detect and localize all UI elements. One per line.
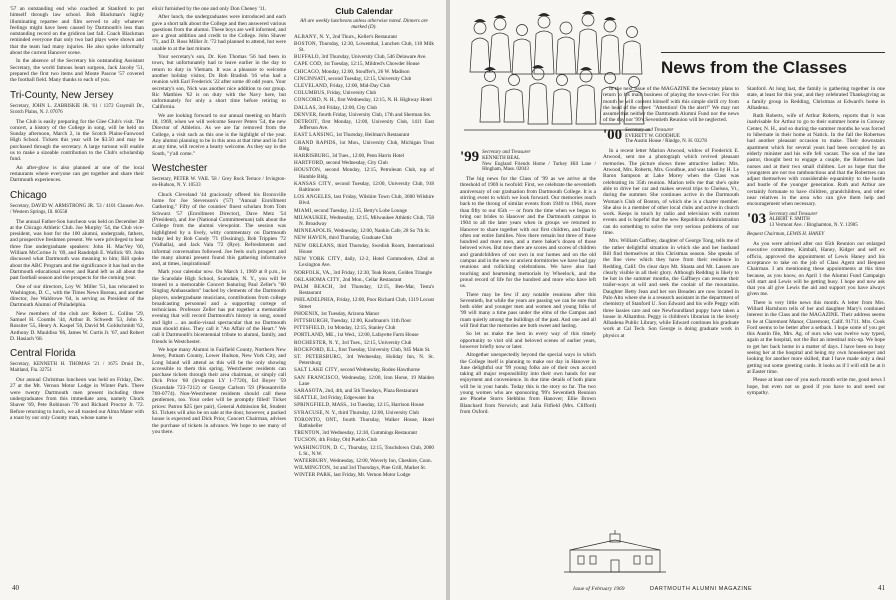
class-year-1903: '03: [747, 210, 767, 227]
calendar-entry: CONCORD, N. H., first Wednesday, 12:15, N. H. Highway Hotel: [294, 97, 432, 104]
calendar-entry: CINCINNATI, second Tuesday, 12:15, University Club: [294, 75, 412, 82]
calendar-entry: COLUMBUS, Friday, University Club: [294, 90, 377, 97]
class-secretary-1899: KENNETH BEAL: [482, 155, 521, 161]
class-year-1900: '00: [603, 126, 623, 143]
page-number-left: 40: [12, 584, 19, 592]
calendar-entry: WILMINGTON, 1st and 3rd Thursdays, Pine Grill, Market St.: [294, 465, 427, 472]
calendar-entry: PALM BEACH, 3rd Thursday, 12:15, Ben-Mar, Testa's Restaurant: [294, 283, 434, 297]
class-address-1900: The Austin House / Rindge, N. H. 03278: [625, 139, 707, 145]
calendar-entry: MIAMI, second Tuesday, 12:15, Betty's Lobe Lounge: [294, 207, 407, 214]
calendar-entry: PHOENIX, 1st Tuesday, Arizona Manor: [294, 310, 380, 317]
class-role-1899: Secretary and Treasurer: [482, 150, 531, 155]
calendar-entry: WASHINGTON, D. C., Thursday, 12:15, Touchdown Club, 2000 L St., N.W.: [294, 444, 434, 457]
calendar-entry: BOSTON, Thursday, 12:30, Lowenthal, Lunchen Club, 118 Milk St.: [294, 40, 434, 53]
westchester-paragraph-2: Mark your calendar now. On March 1, 1969 at 8 p.m., in the Scarsdale High School, Scarsdale, N. Y., you will be treated to a memorable Concert featuring Paul Zeller's "60 Singing Ambassadors" backed by clements of the Dartmouth players, undergraduate musicians, contributions from college broadcasting personnel and a supporting cortege of technicians. Professor Zeller has put together a memorable evening that will record Dartmouth's history in song, sound and light ... an audio-visual spectacular that no Dartmouth man should miss. They call it "An Affair of the Heart." We call it Dartmouth's bicentennial tribute to alumni, family, and friends in Westchester.: [152, 269, 286, 345]
intro-paragraph-2: In the absence of the Secretary his outstanding Assistant Secretary, the world famous heart surgeon, Jack Jacoby '51, prepared the first two items and Monte Pascoe '57 covered the football field. Many thanks to each of you.: [10, 58, 144, 84]
chicago-paragraph-3: New members of the club are: Robert L. Collins '29, Samuel H. Coombs '44, Arthur B. Schwedt '53, John S. Rossiter '55, Henry A. Kaspel '56, David M. Goldschmidt '62, Anthony D. Mauldiso '66, James W. Curtis Jr. '67, and Robert D. Hasiach '68.: [10, 310, 144, 342]
calendar-entry: PHILADELPHIA, Friday, 12:00, Poor Richard Club, 1319 Locust Street: [294, 297, 434, 310]
class-header-1900: [603, 128, 739, 145]
club-calendar-title: Club Calendar: [335, 6, 393, 16]
calendar-entry: CAPE COD, 1st Tuesday, 12:15, Mildred's Chowder House: [294, 61, 420, 68]
florida-paragraph-4: Your secretary's son, Dr. Ken Thomas '56 had been in town, but unfortunately had to leave earlier in the day to return to duty in Vietnam. It was a pleasure to welcome another holiday visitor, Dr. Bob Bradish '16 who had a reunion with Earl Frederick '22 after some 40 odd years. Your secretary's son, Nick was another nice addition to our group. Ric Matthies '62 is on duty with the Navy here, but unfortunately for only a short time before retiring to California.: [152, 54, 286, 111]
club-secretary-central-florida: Secretary, KENNETH H. THOMAS '21 / 1675 Druid Dr., Maitland, Fla. 32751: [10, 362, 144, 374]
left-column-2: [152, 6, 286, 584]
class-1900-paragraph-4: Ruth Roberts, wife of Arthur Roberts, reports that it was inadvisable for Arthur to go to their summer home in Conway Center, N. H., and so during the summer months he was forced to hibernate in their home at Natick. In the fall the Robertses had another pleasant occasion to make. Their downstairs apartment which for several years had been occupied by an elderly minister and his wife fell vacant. The son of the late pastor, thought best to engage a couple, the Robertses had nurses and at their two small children. Let us hope that the youngsters are not too rambunctious and that the Robertses can adjust themselves with considerable equanimity to the hustle and bustle of the younger generation. Ruth and Arthur are certainly fortunate to have children, grandchildren, and other near relatives in the area who can give them help and encouragement when necessary.: [747, 113, 885, 208]
left-column-1: [10, 6, 144, 584]
calendar-entry: NEW YORK CITY, daily, 12-2, Hotel Commodore, 42nd at Lexington Ave.: [294, 256, 434, 269]
calendar-entry: LOS ANGELES, last Friday, Wilshire Town Club, 3600 Wilshire Blvd.: [294, 194, 434, 207]
page-number-right: 41: [878, 584, 885, 592]
class-secretary-1903: ALBERT F. SMITH: [769, 217, 810, 223]
club-secretary-tri-county: Secretary, JOHN L. ZABRISKIE JR. '61 / 1372 Graymill Dr., Scotch Plains, N. J. 07076: [10, 103, 144, 115]
right-page: [450, 0, 896, 600]
calendar-entry: TUCSON, 4th Friday, Old Pueblo Club: [294, 437, 378, 444]
class-1900-paragraph-2: Mrs. William Gaffney, daughter of George Tong, tells me of the rather delightful situation in which she and her husband Bill find themselves at this Christmas season. She speaks of the fine view which they have from their residence in Redding, Calif. On clear days Mt. Shasta and Mt. Lassen are clearly visible in all their glory. Although Redding is likely to be hot in the summer months, the Gaffneys can resume their trailer-ways at will and seek the coolair of the mountains. Daughter Betty Jean and her son Breaden are now located in Palo Alto where she is a research assistant in the department of chemistry of Stanford U. Son Edward and his wife Peggy with three lassies care and one Newfoundland puppy have taken a house in Alhambra. Peggy is children's librarian in the lovely Alhadena Public Library, while Edward continues his graduate work at Cal Tech. Son George is doing graduate work in physics at: [603, 238, 739, 339]
class-role-1903: Secretary and Treasurer: [769, 211, 818, 217]
right-column-2: [603, 86, 739, 584]
calendar-entry: MILWAUKEE, Wednesday, 12:15, Milwaukee Athletic Club, 758 N. Broadway: [294, 214, 434, 228]
calendar-entry: SPRINGFIELD, MASS., 1st Tuesday, 12:15, Harrison House: [294, 402, 424, 409]
calendar-entry: OKLAHOMA CITY, 2nd Mon., Cellar Restaurant: [294, 276, 402, 283]
calendar-entry: TRENTON, 3rd Wednesday, 12:30, Cummings Restaurant: [294, 430, 417, 437]
central-florida-paragraph-1: Our annual Christmas luncheon was held on Friday, Dec. 27 at the Mt. Vernon Motor Lodge in Winter Park. There were twenty Dartmouth men present including three undergraduates from this immediate area, namely Chuck Shaver '69, Pete Robinson '70 and Richard Proctor Jr. '72. Before returning to lunch, we all toasted our Alma Mater with a toast by our only County man, whose name is: [10, 377, 144, 421]
calendar-entry: GRAND RAPIDS, 1st Mon., University Club, Michigan Trust Bldg.: [294, 139, 434, 152]
club-heading-chicago: Chicago: [10, 189, 47, 201]
calendar-entry: ROCHESTER, N. Y., 3rd Tues., 12:15, University Club: [294, 339, 412, 346]
tri-county-paragraph-2: An after-glow is also planned at one of the local restaurants where everyone can get together and share their Dartmouth experiences.: [10, 164, 144, 184]
chicago-paragraph-2: One of our directors, Loy W. Miller '51, has relocated to Washington, D. C., with the Times News Bureau, and another director, Joe Waldrowe '64, is serving as President of the Dartmouth Alumni of Philadelphia.: [10, 283, 144, 309]
class-header-1903: [747, 212, 885, 229]
calendar-entry: MINNEAPOLIS, Wednesday, 12:00, Nankin Cafe, 28 So 7th St.: [294, 228, 431, 235]
calendar-entry: SALT LAKE CITY, second Wednesday, Rodeo Hawthorne: [294, 367, 420, 374]
tri-county-paragraph-1: The Club is easily preparing for the Glee Club's visit. The concert, a history of the College in song, will be held on Sunday afternoon, March 2, in the Scotch Plains-Fanwood High School. Tickets this year will be $3.50 and may be purchased through the secretary. A large turnout will enable us to make a sizeable contribution to the Club's scholarship fund.: [10, 118, 144, 163]
calendar-entry: NEW ORLEANS, third Thursday, Swedish Room, International House: [294, 242, 434, 255]
page-title: News from the Classes: [661, 58, 848, 77]
calendar-entry: DENVER, fourth Friday, University Club, 17th and Sherman Sts.: [294, 111, 432, 118]
calendar-entry: SAN FRANCISCO, Wednesday, 12:00, Iron Horse, 19 Maiden Lane: [294, 374, 434, 387]
class-header-1899: [460, 150, 596, 173]
calendar-entry: CHICAGO, Monday, 12:00, Stouffer's, 26 W. Madison: [294, 68, 410, 75]
calendar-entry: DALLAS, 3rd Friday, 12:00, City Club: [294, 104, 378, 111]
right-column-3: [747, 86, 885, 584]
title-rule: [661, 52, 885, 53]
calendar-entry: HARTFORD, second Wednesday, City Club: [294, 160, 388, 167]
class-address-1903: 13 Vermont Ave. / Binghamton, N. Y. 13905: [769, 223, 858, 229]
club-calendar: [294, 6, 434, 584]
westchester-paragraph-3: We hope many Alumni in Fairfield County, Northern New Jersey, Putnam County, Lower Hudson, New York City, and Long Island will attend as this will be the only showing accessible to them this spring. Westchester residents can purchase tickets through their area chairman, or simply call Dick Prior '60 (Irvington LY 1-7720), Ed Boyer '59 (Scarsdale 723-7212) or George Carlson '59 (Pleasantville 769-0774). Non-Westchester residents should call these gentlemen, too. Your order will be promptly filled! Ticket prices: Patron $25 (per pair), General Admission $4, Student $1. Tickets will also be on sale at the door, however, a packed house is expected and Dick Prior, Concert Chairman, advises the purchase of tickets in advance. We hope to see many of you there.: [152, 346, 286, 435]
class-1899-paragraph-3: So let us make the best in every way of this timely opportunity to visit old and beloved scenes of earlier years, however briefly now or later.: [460, 331, 596, 350]
florida-paragraph-3: After lunch, the undergraduates were introduced and each gave a short talk about the College and then answered various questions from the alumni. These boys are well informed, and are a great addition and credit to the College. John Shaver '71, and D. Ross Miller Jr. '72 had planned to attend, but were unable to at the last minute.: [152, 14, 286, 52]
club-heading-central-florida: Central Florida: [10, 348, 76, 360]
class-1903-paragraph-1: As you were advised after our 65th Reunion our enlarged executive committee, Kimball, Haney, Kidger and self ex officio, approved the appointment of Lewis Haney and his acceptance to take on the job of Class Agent and Bequest Chairman. I am mentioning these appointments at this time because, as you know, on April 1 the Alumni Fund Campaign will start and Lewis will be getting busy. I hope and now ask that you all give Lewis the aid and support you have always given me.: [747, 241, 885, 298]
florida-paragraph-5: We are looking forward to our annual meeting on March 18, 1969, when we will welcome Seaver Peters '54, the new Director of Athletics. As we are far removed from the College, a visit such as this one is the highlight of the year. Any alumni planning to be in this area at that time and in fact at any time, will receive a hearty welcome. As they say in the South, "y'all come.": [152, 112, 286, 157]
class-secretary-1900: EVERETT W. GOODHUE: [625, 133, 680, 139]
westchester-paragraph-1: Chuck Cleveland '44 graciously offered his Bronxville home for Joe Stevenson's ('57) "Annual Enrollment Gathering." Fifty of the counties' finest scholars from Tom Schwarz '57 (Enrollment Director), Dave Metz '54 (President), and Joe (National Committeeman) talk about the College from the alumni viewpoint. The session was highlighted by a lively, witty commentary on Dartmouth today led by Bob Condy '71 (Ossining), Bob Trippien '72 (Valhalla), and Jack Vala '72 (Rye). Refreshments and informal conversation followed. Joe feels such prospect and the many alumni present found this gathering informative and, at times, inspirational!: [152, 191, 286, 268]
calendar-entry: PORTLAND, ME., 1st Wed., 12:00, Lafayette Farm House: [294, 332, 419, 339]
class-address-1899: New England Friends Home / Turkey Hill Lane / Hingham, Mass. 02043: [482, 161, 596, 173]
club-secretary-chicago: Secretary, DAVID W. ARMSTRONG JR. '53 / 4101 Clausen Ave. / Western Springs, Ill. 60558: [10, 203, 144, 215]
class-1900-paragraph-3: Stanford. At long last, the family is gathering together in one state, at least for this year, and they celebrated Thanksgiving as a family group in Redding, Christmas at Edward's home in Alhadena.: [747, 86, 885, 111]
class-1899-paragraph-4: Altogether unexpectedly beyond the special ways in which the College itself is planning to make our day in Hanover in June delightful our '99 young folks are of their own accord taking all major responsibility into their own hands for our enjoyment and convenience. In due time details of both plans will be in your hands. Today this is the story so far. The two young women who are sponsoring '99's Seventieth Reunion are Phoebe Storrs Stebbins from Hanover; Ellie Brown Blanchard from Norwich; and Julia Fitfield (Mrs. Clifford) from Oxford.: [460, 352, 596, 415]
calendar-entry: SARASOTA, 2nd, 4th, and 5th Tuesdays, Plaza Restaurant: [294, 387, 419, 394]
club-calendar-list: [294, 34, 434, 479]
club-secretary-westchester: Secretary, PETER W. VAIL '58 / Grey Rock Terrace / Irvington-on-Hudson, N. Y. 10533: [152, 176, 286, 188]
class-officer-1900: [625, 128, 707, 145]
club-heading-westchester: Westchester: [152, 162, 208, 174]
calendar-entry: HOUSTON, second Monday, 12:15, Petroleum Club, top of Humble Bldg.: [294, 167, 434, 180]
florida-paragraph-2: elixir furnished by the one and only Don Cheney '11.: [152, 6, 267, 12]
chicago-paragraph-1: The annual Father-Son luncheon was held on December 28 at the Chicago Athletic Club. Joe Murphy '54, the Club vice-president, was host for the 100 alumni, undergrads, fathers, and prospective freshmen present. We were privileged to hear three fine undergraduate speakers: John H. MacVey '60, William McCorine Jr. '69, and Randolph E. Wallick '69. John discussed what Dartmouth was meaning to him; Bill spoke about the ABC Program and the significance it has had on the Dartmouth educational scene; and Rand left us all about the past football season and the prospects for the coming year.: [10, 218, 144, 282]
class-officer-1903: [769, 212, 858, 229]
calendar-entry: SYRACUSE, N. Y., third Thursday, 12:00, University Club: [294, 409, 419, 416]
calendar-entry: TORONTO, ONT., fourth Thursday, Walker House, Hotel Rathskeller: [294, 416, 434, 429]
class-1899-paragraph-2: There may be few if any notable reunions after this Seventieth, but while the years are passing we can be sure that both older and younger men and women and young folks of '99 will many a time pass under the elms of the Campus and roam quietly among the buildings of the past. And one and all will find that the memories are both sweet and lasting.: [460, 291, 596, 330]
calendar-entry: ALBANY, N. Y., 2nd Thurs., Keller's Restaurant: [294, 33, 397, 40]
class-officer-1899: [482, 150, 596, 173]
class-1899-paragraph-1: The big news for the Class of '99 as we arrive at the threshold of 1969 is twofold: First, we celebrate the seventieth anniversary of our graduation from Dartmouth College. It is a stirring event to which we look forward. Our memories reach back to the throng of similar events from 1940 to 1964, more than fifty to our 65th — or from the time when we began to bring our brides to Hanover and the Dartmouth campus in 1904 to all the later years when in groups we returned to Hanover to share together with our first children, and finally often our entire families. Now there remain but three of those hundred and more men, and a mere baker's dozen of those beloved wives. But now there are scores and scores of children and grandchildren of our own in our homes and on the old campus and in the new or ancient dormitories we have had gay reunions and rollicking celebrations. We have also had touching and heartening memorials by Wheelock, and the proud record of life for the hundred and more who have left us.: [460, 176, 596, 290]
magazine-footer: DARTMOUTH ALUMNI MAGAZINE: [650, 586, 753, 592]
class-1900-paragraph-1: In a recent letter Marion Atwood, widow of Frederick E. Atwood, sent me a photograph which revived pleasant memories. The picture shows three attractive ladies: Mrs. Atwood, Mrs. Roberts, Mrs. Goodhue, and was taken by H. Le Baron Sampson at Lake Morey when the Class was celebrating its 35th reunion. Marion tells me that she's quite able to drive her car and makes several trips to Chelsea, Vt., during the summer. She continues active in the Dartmouth Woman's Club of Boston, of which she is a charter member. She also is a member of other local clubs and active in church work. Keeps in touch by radio and television with current events and is hopeful that the new Republican Administration can do something to solve the very serious problems of our time.: [603, 148, 739, 237]
left-page: [0, 0, 446, 600]
calendar-entry: EAST LANSING, 1st Thursday, Heilman's Restaurant: [294, 132, 410, 139]
class-1903-paragraph-3: Please at least one of you each month write me, good news I hope, but even not so good if you have to and need our sympathy.: [747, 377, 885, 396]
issue-date: Issue of February 1969: [573, 586, 625, 592]
calendar-entry: KANSAS CITY, second Tuesday, 12:00, University Club, 918 Baltimore: [294, 180, 434, 194]
club-heading-tri-county: Tri-County, New Jersey: [10, 89, 114, 101]
calendar-entry: NEW HAVEN, third Thursday, Graduate Club: [294, 235, 393, 242]
calendar-entry: ROCKFORD, ILL., first Tuesday, University Club, 945 Main St.: [294, 346, 431, 353]
club-calendar-note: All are weekly luncheons unless otherwise noted. Dinners are marked (D).: [300, 18, 428, 31]
class-year-1899: '99: [460, 149, 480, 165]
calendar-entry: CLEVELAND, Friday, 12:00, Mid-Day Club: [294, 83, 391, 90]
calendar-entry: WINTER PARK, last Friday, Mt. Vernon Motor Lodge: [294, 472, 411, 479]
calendar-entry: WATERBURY, Wednesday, 12:00, Waverly Inn, Cheshire, Conn.: [294, 457, 432, 464]
calendar-entry: PITTSBURGH, Tuesday, 12:00, Kaufmann's 11th floor: [294, 317, 412, 324]
class-bequest-chairman-1903: Bequest Chairman, LEWIS H. HANEY: [747, 232, 825, 238]
intro-paragraph: '57 an outstanding end who coached at Stanford to put himself through law school. Bob Blackman's highly illuminating repartee and film served to ally whatever feelings might have been caused by Dartmouth's less than outstanding record on the gridiron last fall. Coach Blackman reminded everyone that only two bad plays were shown and that the team had many injuries. He also spoke informally about the current Hanover scene.: [10, 6, 144, 57]
calendar-entry: PITTSFIELD, 1st Monday, 12:15, Stanley Club: [294, 325, 396, 332]
class-role-1900: Secretary and Treasurer: [625, 127, 674, 133]
class-1903-paragraph-2: There is very little news this month. A letter from Mrs. Willard Hartshorn tells of her and daughter Mary's continued interest in the Class and the MAGAZINE. Their address seems to be at Claremont Manor, Claremont, Calif. 91711. Mrs. Cook Ford seems to be better after a setback. I hope some of you get this Austin file, Mrs. Ag. of ours who was twelve way typed, again at the hospital, not the But an intestinal mix-up. We hope to get her back home in a matter of days. I have been so busy seeing her at the hospital and being my own housekeeper and looking for another more skilled, that I have made only a deal getting out some greeting cards. It looks as if I will still be at it at Easter time.: [747, 299, 885, 375]
calendar-entry: HARRISBURG, 3d Tues., 12:00, Penn Harris Hotel: [294, 153, 405, 160]
calendar-entry: BUFFALO, 3rd Thursday, University Club, 546 Delaware Ave.: [294, 54, 427, 61]
calendar-entry: DETROIT, first Monday, 12:00, University Club, 1411 East Jefferson Ave.: [294, 119, 434, 132]
calendar-entry: ST. PETERSBURG, 3rd Wednesday, Holiday Inn, N. St. Petersburg: [294, 353, 434, 367]
calendar-entry: NORFOLK, VA., 3rd Friday, 12:30, Teak Room, Golden Triangle: [294, 269, 432, 276]
class-1899-paragraph-5: In the next issue of the MAGAZINE the Secretary plans to return to his main business of playing the town-crier. For this month he will content himself with this simple shrill cry from the head of the street: "Attention! On the alert!" We may not assume that neither the Dartmouth Alumni Fund nor the news of the day nor '99's Seventieth Reunion will be neglected.: [603, 86, 739, 124]
right-column-1: [460, 146, 596, 526]
calendar-entry: SEATTLE, 3rd Friday, Edgewater Inn: [294, 395, 375, 402]
